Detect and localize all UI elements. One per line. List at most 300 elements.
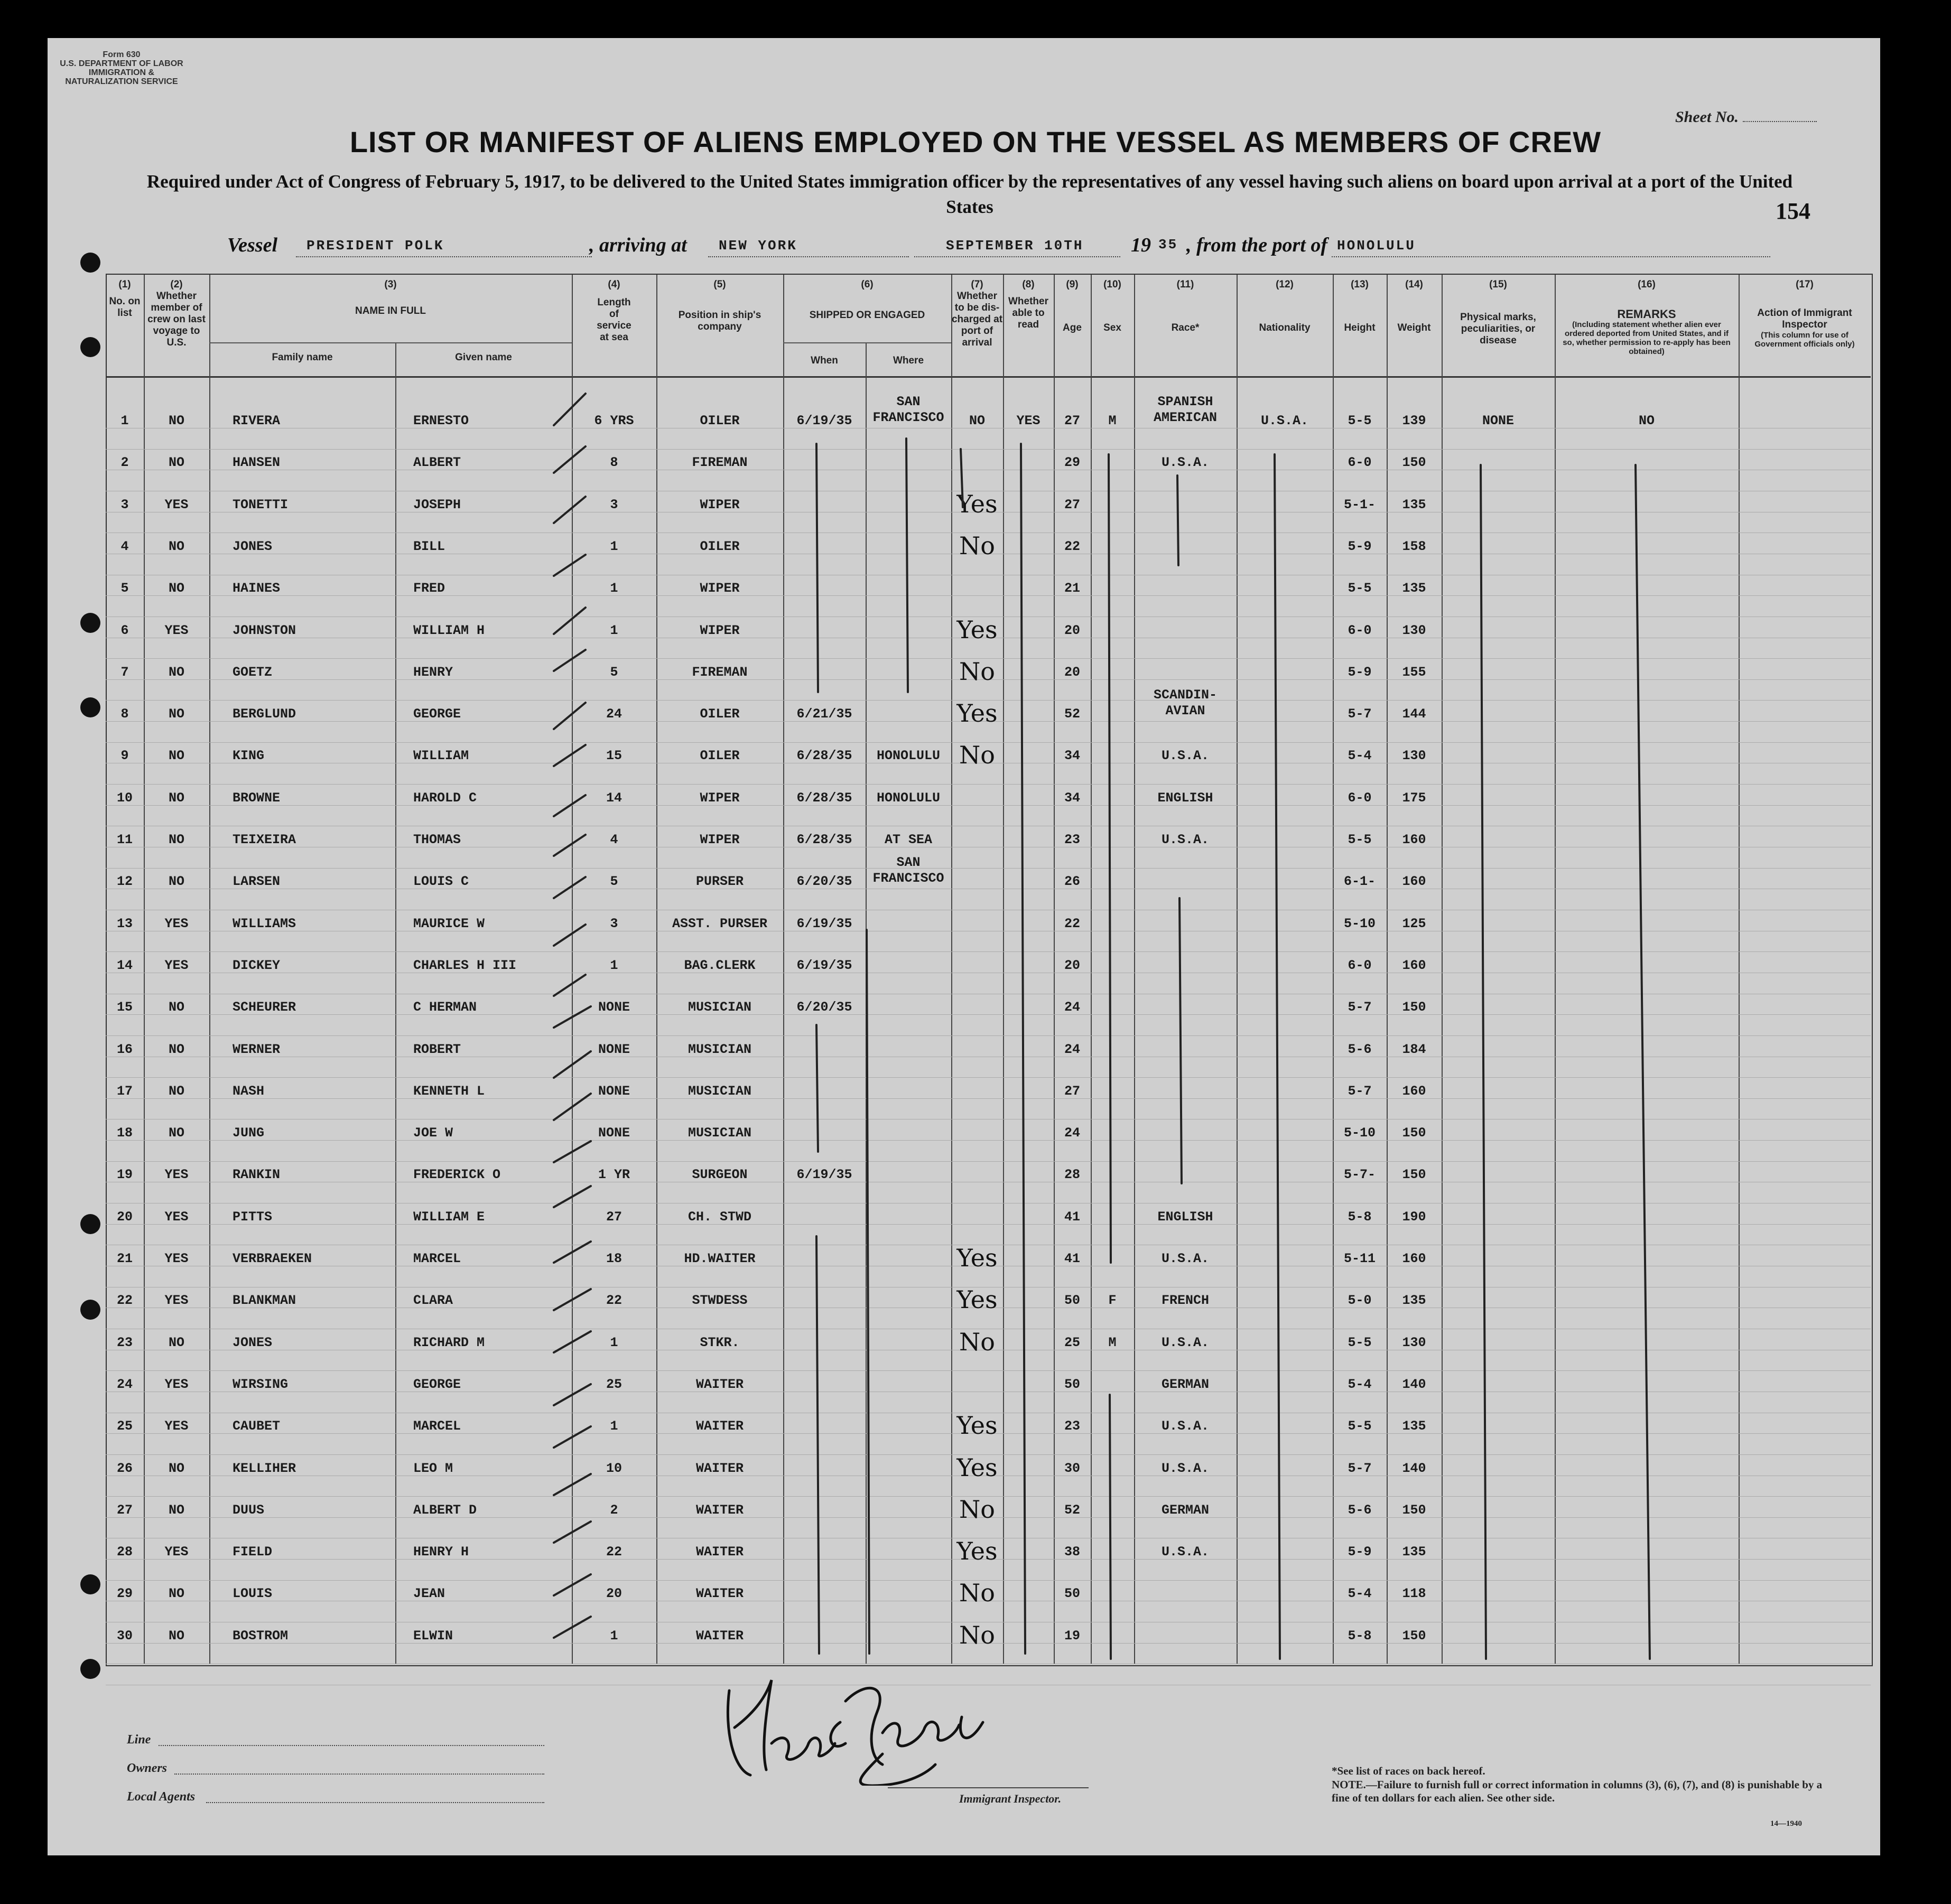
department-name: U.S. DEPARTMENT OF LABOR xyxy=(60,59,183,68)
cell-service-length: 10 xyxy=(606,1460,623,1476)
cell-last-voyage: YES xyxy=(164,1376,189,1392)
cell-family-name: BOSTROM xyxy=(233,1628,289,1644)
cell-position: WAITER xyxy=(695,1418,744,1434)
cell-row-number: 27 xyxy=(116,1502,133,1518)
line-label: Line xyxy=(127,1733,151,1747)
cell-row-number: 4 xyxy=(120,538,129,554)
cell-weight: 130 xyxy=(1402,1334,1426,1350)
cell-race: U.S.A. xyxy=(1161,1418,1210,1434)
cell-service-length: 5 xyxy=(610,664,618,680)
cell-family-name: BLANKMAN xyxy=(233,1293,296,1309)
cell-given-name: RICHARD M xyxy=(413,1334,485,1350)
inspector-underline xyxy=(888,1787,1089,1788)
cell-sex: F xyxy=(1108,1293,1117,1309)
cell-race: FRENCH xyxy=(1161,1293,1210,1309)
inspector-signature xyxy=(708,1648,1046,1786)
cell-service-length: 1 xyxy=(610,1628,618,1644)
cell-race: U.S.A. xyxy=(1161,1251,1210,1266)
cell-discharged: No xyxy=(959,531,995,560)
cell-shipped-when: 6/28/35 xyxy=(796,832,852,847)
cell-family-name: HANSEN xyxy=(233,455,281,471)
cell-weight: 140 xyxy=(1402,1376,1426,1392)
cell-position: MUSICIAN xyxy=(688,1083,752,1099)
cell-row-number: 17 xyxy=(116,1083,133,1099)
cell-service-length: NONE xyxy=(598,1041,630,1057)
cell-weight: 150 xyxy=(1402,1628,1426,1644)
cell-height: 5-6 xyxy=(1348,1502,1372,1518)
cell-given-name: LEO M xyxy=(413,1460,453,1476)
cell-sex: M xyxy=(1108,1334,1117,1350)
cell-discharged: Yes xyxy=(956,1411,998,1440)
cell-family-name: WERNER xyxy=(233,1041,281,1057)
column-number: (11) xyxy=(1176,279,1194,290)
cell-family-name: WILLIAMS xyxy=(233,916,296,931)
cell-given-name: ELWIN xyxy=(413,1628,453,1644)
cell-height: 6-0 xyxy=(1348,790,1372,806)
cell-position: OILER xyxy=(700,706,740,722)
cell-service-length: 1 xyxy=(610,622,618,638)
cell-row-number: 8 xyxy=(120,706,129,722)
cell-age: 50 xyxy=(1064,1586,1081,1602)
cell-height: 5-9 xyxy=(1348,538,1372,554)
cell-service-length: NONE xyxy=(598,1125,630,1141)
cell-row-number: 29 xyxy=(116,1586,133,1602)
cell-race: U.S.A. xyxy=(1161,832,1210,847)
cell-height: 5-7 xyxy=(1348,1460,1372,1476)
cell-weight: 150 xyxy=(1402,1125,1426,1141)
cell-last-voyage: YES xyxy=(164,1418,189,1434)
cell-given-name: JOE W xyxy=(413,1125,453,1141)
cell-service-length: 27 xyxy=(606,1209,623,1225)
cell-given-name: GEORGE xyxy=(413,1376,461,1392)
cell-last-voyage: YES xyxy=(164,1293,189,1309)
cell-position: PURSER xyxy=(695,874,744,890)
cell-remarks: NO xyxy=(1638,413,1655,428)
cell-height: 5-8 xyxy=(1348,1628,1372,1644)
owners-label: Owners xyxy=(127,1761,168,1775)
cell-service-length: 1 YR xyxy=(598,1167,630,1183)
cell-height: 5-4 xyxy=(1348,1586,1372,1602)
cell-family-name: WIRSING xyxy=(233,1376,289,1392)
cell-height: 6-0 xyxy=(1348,455,1372,471)
cell-age: 20 xyxy=(1064,664,1081,680)
cell-height: 5-1- xyxy=(1343,497,1376,512)
cell-given-name: THOMAS xyxy=(413,832,461,847)
column-title: NAME IN FULL xyxy=(355,305,426,316)
cell-family-name: KING xyxy=(233,748,265,764)
cell-given-name: ALBERT xyxy=(413,455,461,471)
cell-service-length: 1 xyxy=(610,957,618,973)
cell-service-length: 3 xyxy=(610,916,618,931)
cell-service-length: 22 xyxy=(606,1293,623,1309)
cell-last-voyage: YES xyxy=(164,1251,189,1266)
column-title: Whether to be dis-charged at port of arrival xyxy=(951,291,1003,348)
cell-weight: 118 xyxy=(1402,1586,1426,1602)
cell-weight: 125 xyxy=(1402,916,1426,931)
cell-family-name: LARSEN xyxy=(233,874,281,890)
cell-position: BAG.CLERK xyxy=(684,957,756,973)
cell-given-name: GEORGE xyxy=(413,706,461,722)
cell-last-voyage: YES xyxy=(164,497,189,512)
from-port: HONOLULU xyxy=(1337,238,1416,254)
cell-height: 5-9 xyxy=(1348,1544,1372,1560)
column-number: (7) xyxy=(971,279,983,290)
cell-service-length: 20 xyxy=(606,1586,623,1602)
cell-discharged: Yes xyxy=(956,1244,998,1272)
cell-given-name: MARCEL xyxy=(413,1418,461,1434)
cell-last-voyage: NO xyxy=(168,706,185,722)
cell-family-name: CAUBET xyxy=(233,1418,281,1434)
cell-age: 20 xyxy=(1064,622,1081,638)
column-title: REMARKS xyxy=(1617,307,1676,321)
cell-last-voyage: YES xyxy=(164,1544,189,1560)
column-number: (5) xyxy=(713,279,726,290)
cell-discharged: NO xyxy=(969,413,986,428)
cell-age: 26 xyxy=(1064,874,1081,890)
cell-family-name: RANKIN xyxy=(233,1167,281,1183)
column-number: (10) xyxy=(1103,279,1121,290)
cell-weight: 158 xyxy=(1402,538,1426,554)
cell-age: 27 xyxy=(1064,497,1081,512)
cell-last-voyage: NO xyxy=(168,874,185,890)
cell-weight: 150 xyxy=(1402,1000,1426,1015)
cell-weight: 184 xyxy=(1402,1041,1426,1057)
cell-height: 5-9 xyxy=(1348,664,1372,680)
cell-family-name: PITTS xyxy=(233,1209,273,1225)
cell-family-name: BERGLUND xyxy=(233,706,296,722)
vessel-label: Vessel xyxy=(227,234,277,256)
year-prefix: 19 xyxy=(1131,234,1151,256)
cell-service-length: 1 xyxy=(610,1334,618,1350)
cell-row-number: 21 xyxy=(116,1251,133,1266)
cell-position: HD.WAITER xyxy=(684,1251,756,1266)
cell-row-number: 22 xyxy=(116,1293,133,1309)
cell-position: WIPER xyxy=(700,497,740,512)
cell-given-name: LOUIS C xyxy=(413,874,469,890)
vessel-name: PRESIDENT POLK xyxy=(306,238,444,254)
cell-weight: 160 xyxy=(1402,1251,1426,1266)
cell-last-voyage: NO xyxy=(168,1628,185,1644)
cell-position: WAITER xyxy=(695,1502,744,1518)
cell-age: 28 xyxy=(1064,1167,1081,1183)
column-title: Age xyxy=(1063,322,1082,333)
cell-service-length: 6 YRS xyxy=(594,413,634,428)
year-suffix: 35 xyxy=(1158,237,1178,253)
cell-service-length: 4 xyxy=(610,832,618,847)
column-number: (13) xyxy=(1351,279,1369,290)
cell-given-name: HENRY xyxy=(413,664,453,680)
cell-position: WAITER xyxy=(695,1460,744,1476)
cell-service-length: 1 xyxy=(610,538,618,554)
cell-position: OILER xyxy=(700,538,740,554)
cell-height: 6-1- xyxy=(1343,874,1376,890)
cell-discharged: No xyxy=(959,1327,995,1356)
cell-height: 5-5 xyxy=(1348,413,1372,428)
cell-last-voyage: NO xyxy=(168,1125,185,1141)
cell-given-name: HENRY H xyxy=(413,1544,469,1560)
column-number: (12) xyxy=(1276,279,1294,290)
cell-row-number: 10 xyxy=(116,790,133,806)
cell-family-name: JONES xyxy=(233,1334,273,1350)
cell-weight: 175 xyxy=(1402,790,1426,806)
column-title: Race* xyxy=(1171,322,1200,333)
cell-given-name: BILL xyxy=(413,538,445,554)
cell-shipped-when: 6/28/35 xyxy=(796,790,852,806)
cell-family-name: BROWNE xyxy=(233,790,281,806)
cell-row-number: 7 xyxy=(120,664,129,680)
cell-service-length: 3 xyxy=(610,497,618,512)
cell-last-voyage: NO xyxy=(168,1586,185,1602)
inspector-label: Immigrant Inspector. xyxy=(959,1792,1062,1805)
cell-given-name: JOSEPH xyxy=(413,497,461,512)
agents-label: Local Agents xyxy=(127,1790,196,1804)
cell-discharged: Yes xyxy=(956,1453,998,1482)
cell-row-number: 20 xyxy=(116,1209,133,1225)
cell-discharged: No xyxy=(959,1620,995,1649)
cell-position: MUSICIAN xyxy=(688,1125,752,1141)
cell-family-name: SCHEURER xyxy=(233,1000,296,1015)
line-underline xyxy=(159,1744,544,1746)
cell-position: MUSICIAN xyxy=(688,1041,752,1057)
cell-height: 6-0 xyxy=(1348,622,1372,638)
cell-height: 5-10 xyxy=(1343,916,1376,931)
cell-shipped-when: 6/21/35 xyxy=(796,706,852,722)
cell-service-length: NONE xyxy=(598,1000,630,1015)
cell-shipped-when: 6/19/35 xyxy=(796,957,852,973)
cell-weight: 160 xyxy=(1402,957,1426,973)
cell-shipped-where: AT SEA xyxy=(884,832,933,847)
column-number: (8) xyxy=(1022,279,1035,290)
cell-given-name: ERNESTO xyxy=(413,413,469,428)
cell-height: 5-5 xyxy=(1348,581,1372,596)
cell-position: FIREMAN xyxy=(692,455,748,471)
cell-age: 27 xyxy=(1064,1083,1081,1099)
cell-shipped-where: HONOLULU xyxy=(876,748,941,764)
cell-weight: 130 xyxy=(1402,748,1426,764)
cell-row-number: 2 xyxy=(120,455,129,471)
cell-discharged: Yes xyxy=(956,489,998,518)
cell-age: 50 xyxy=(1064,1293,1081,1309)
cell-discharged: No xyxy=(959,741,995,770)
cell-age: 30 xyxy=(1064,1460,1081,1476)
cell-position: SURGEON xyxy=(692,1167,748,1183)
cell-last-voyage: YES xyxy=(164,1167,189,1183)
cell-discharged: No xyxy=(959,657,995,686)
cell-row-number: 30 xyxy=(116,1628,133,1644)
cell-race: SPANISH AMERICAN xyxy=(1153,394,1218,425)
owners-underline xyxy=(174,1773,544,1775)
cell-given-name: WILLIAM H xyxy=(413,622,485,638)
cell-race: U.S.A. xyxy=(1161,1544,1210,1560)
cell-position: STWDESS xyxy=(692,1293,748,1309)
cell-last-voyage: NO xyxy=(168,581,185,596)
column-title: Length of service at sea xyxy=(597,297,631,343)
cell-weight: 150 xyxy=(1402,1502,1426,1518)
column-title: Position in ship's company xyxy=(678,310,761,332)
agents-underline xyxy=(206,1802,544,1803)
cell-family-name: VERBRAEKEN xyxy=(233,1251,312,1266)
print-code: 14—1940 xyxy=(1770,1819,1802,1828)
cell-sex: M xyxy=(1108,413,1117,428)
column-number: (6) xyxy=(861,279,874,290)
cell-age: 29 xyxy=(1064,455,1081,471)
cell-weight: 144 xyxy=(1402,706,1426,722)
column-number: (15) xyxy=(1489,279,1507,290)
cell-given-name: MAURICE W xyxy=(413,916,485,931)
cell-weight: 160 xyxy=(1402,874,1426,890)
column-number: (4) xyxy=(608,279,620,290)
column-number: (3) xyxy=(384,279,397,290)
cell-last-voyage: NO xyxy=(168,538,185,554)
cell-age: 34 xyxy=(1064,748,1081,764)
cell-discharged: Yes xyxy=(956,1285,998,1314)
arrival-date: SEPTEMBER 10TH xyxy=(946,238,1084,254)
cell-age: 22 xyxy=(1064,916,1081,931)
cell-service-length: 22 xyxy=(606,1544,623,1560)
cell-service-length: 25 xyxy=(606,1376,623,1392)
column-title: Whether able to read xyxy=(1008,296,1048,330)
cell-physical-marks: NONE xyxy=(1482,413,1515,428)
cell-position: OILER xyxy=(700,748,740,764)
cell-row-number: 9 xyxy=(120,748,129,764)
cell-service-length: 18 xyxy=(606,1251,623,1266)
cell-shipped-when: 6/20/35 xyxy=(796,1000,852,1015)
cell-shipped-when: 6/19/35 xyxy=(796,1167,852,1183)
cell-height: 5-5 xyxy=(1348,1334,1372,1350)
cell-service-length: NONE xyxy=(598,1083,630,1099)
cell-race: SCANDIN-AVIAN xyxy=(1153,687,1218,719)
footnote-races: *See list of races on back hereof. xyxy=(1332,1765,1485,1777)
cell-row-number: 1 xyxy=(120,413,129,428)
cell-age: 41 xyxy=(1064,1209,1081,1225)
cell-position: WAITER xyxy=(695,1628,744,1644)
cell-age: 21 xyxy=(1064,581,1081,596)
from-label: , from the port of xyxy=(1186,234,1328,256)
cell-family-name: TONETTI xyxy=(233,497,289,512)
column-note: (Including statement whether alien ever ordered deported from United States, and if so, whether permission to re-apply has been obtained) xyxy=(1563,320,1731,356)
cell-service-length: 2 xyxy=(610,1502,618,1518)
cell-discharged: Yes xyxy=(956,1537,998,1566)
column-number: (1) xyxy=(118,279,131,290)
cell-last-voyage: NO xyxy=(168,1334,185,1350)
cell-last-voyage: YES xyxy=(164,1209,189,1225)
column-title: SHIPPED OR ENGAGED xyxy=(809,310,925,321)
cell-row-number: 12 xyxy=(116,874,133,890)
cell-service-length: 24 xyxy=(606,706,623,722)
cell-last-voyage: NO xyxy=(168,1083,185,1099)
footnote-penalty: NOTE.—Failure to furnish full or correct information in columns (3), (6), (7), and (8) is punishable by a fine of ten dollars for each alien. See other side. xyxy=(1332,1778,1823,1804)
cell-height: 5-0 xyxy=(1348,1293,1372,1309)
cell-weight: 155 xyxy=(1402,664,1426,680)
cell-height: 5-7 xyxy=(1348,1000,1372,1015)
cell-height: 5-4 xyxy=(1348,748,1372,764)
cell-height: 5-5 xyxy=(1348,1418,1372,1434)
cell-given-name: WILLIAM E xyxy=(413,1209,485,1225)
cell-position: WAITER xyxy=(695,1544,744,1560)
service-name: IMMIGRATION & NATURALIZATION SERVICE xyxy=(65,68,178,86)
cell-position: WAITER xyxy=(695,1586,744,1602)
cell-row-number: 11 xyxy=(116,832,133,847)
cell-family-name: RIVERA xyxy=(233,413,281,428)
column-title: Weight xyxy=(1397,322,1431,333)
cell-able-to-read: YES xyxy=(1016,413,1040,428)
cell-last-voyage: NO xyxy=(168,413,185,428)
cell-position: OILER xyxy=(700,413,740,428)
column-title: Nationality xyxy=(1259,322,1311,333)
cell-given-name: CLARA xyxy=(413,1293,453,1309)
cell-height: 5-8 xyxy=(1348,1209,1372,1225)
cell-race: U.S.A. xyxy=(1161,455,1210,471)
cell-family-name: KELLIHER xyxy=(233,1460,296,1476)
cell-height: 5-7 xyxy=(1348,1083,1372,1099)
cell-age: 20 xyxy=(1064,957,1081,973)
document-title: LIST OR MANIFEST OF ALIENS EMPLOYED ON THE VESSEL AS MEMBERS OF CREW xyxy=(349,125,1602,158)
cell-row-number: 28 xyxy=(116,1544,133,1560)
cell-height: 5-5 xyxy=(1348,832,1372,847)
cell-age: 23 xyxy=(1064,1418,1081,1434)
cell-family-name: DICKEY xyxy=(233,957,281,973)
cell-family-name: JONES xyxy=(233,538,273,554)
cell-last-voyage: NO xyxy=(168,455,185,471)
cell-service-length: 5 xyxy=(610,874,618,890)
column-note: (This column for use of Government officials only) xyxy=(1754,331,1855,349)
cell-position: ASST. PURSER xyxy=(672,916,768,931)
cell-shipped-where: SAN FRANCISCO xyxy=(872,855,944,886)
column-header-given: Given name xyxy=(455,352,512,363)
cell-given-name: CHARLES H III xyxy=(413,957,517,973)
cell-position: WIPER xyxy=(700,622,740,638)
cell-height: 6-0 xyxy=(1348,957,1372,973)
cell-given-name: WILLIAM xyxy=(413,748,469,764)
cell-weight: 135 xyxy=(1402,1293,1426,1309)
cell-given-name: FRED xyxy=(413,581,445,596)
column-header-when: When xyxy=(811,355,838,366)
column-number: (17) xyxy=(1796,279,1814,290)
cell-weight: 150 xyxy=(1402,1167,1426,1183)
cell-race: ENGLISH xyxy=(1157,790,1213,806)
cell-family-name: FIELD xyxy=(233,1544,273,1560)
cell-family-name: NASH xyxy=(233,1083,265,1099)
column-header-family: Family name xyxy=(272,352,333,363)
cell-weight: 160 xyxy=(1402,832,1426,847)
cell-row-number: 14 xyxy=(116,957,133,973)
cell-position: WIPER xyxy=(700,790,740,806)
cell-weight: 135 xyxy=(1402,497,1426,512)
cell-discharged: Yes xyxy=(956,615,998,644)
cell-weight: 190 xyxy=(1402,1209,1426,1225)
cell-race: U.S.A. xyxy=(1161,748,1210,764)
cell-row-number: 25 xyxy=(116,1418,133,1434)
signature-stroke xyxy=(708,1648,1046,1786)
cell-position: STKR. xyxy=(700,1334,740,1350)
cell-given-name: ROBERT xyxy=(413,1041,461,1057)
cell-last-voyage: NO xyxy=(168,748,185,764)
cell-service-length: 1 xyxy=(610,581,618,596)
cell-position: FIREMAN xyxy=(692,664,748,680)
cell-age: 38 xyxy=(1064,1544,1081,1560)
cell-race: U.S.A. xyxy=(1161,1334,1210,1350)
cell-row-number: 3 xyxy=(120,497,129,512)
cell-age: 24 xyxy=(1064,1041,1081,1057)
cell-weight: 160 xyxy=(1402,1083,1426,1099)
column-number: (2) xyxy=(170,279,183,290)
cell-age: 41 xyxy=(1064,1251,1081,1266)
column-title: No. on list xyxy=(109,296,141,319)
cell-discharged: No xyxy=(959,1579,995,1608)
cell-position: CH. STWD xyxy=(688,1209,752,1225)
cell-age: 52 xyxy=(1064,706,1081,722)
cell-row-number: 18 xyxy=(116,1125,133,1141)
